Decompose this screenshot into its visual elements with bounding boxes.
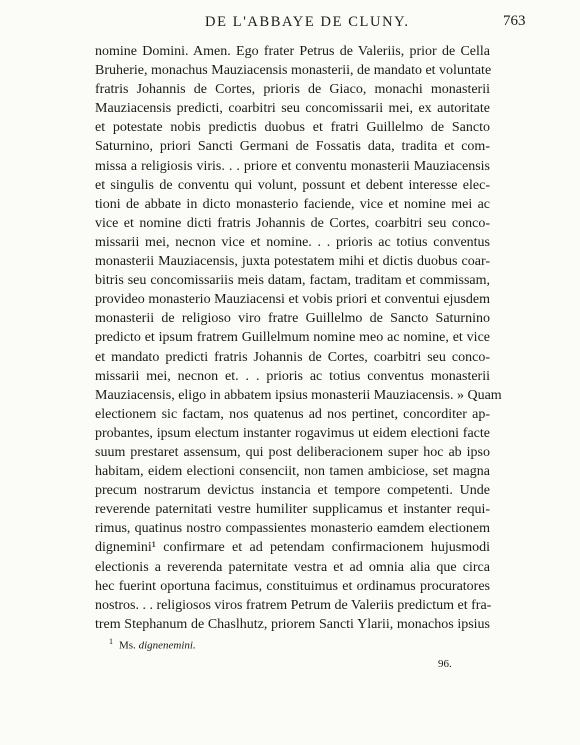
- footnote: [109, 637, 196, 652]
- text-line: missarii mei, necnon vice et nomine. . . prioris ac totius conventus: [95, 234, 490, 250]
- text-line: precum nostrarum devictus instancia et tempore competenti. Unde: [95, 483, 490, 499]
- text-line: nostros. . . religiosos viros fratrem Petrum de Valeriis predictum et fra-: [95, 597, 492, 613]
- text-line: monasterii de religioso viro fratre Guillelmo de Sancto Saturnino: [95, 311, 490, 327]
- text-line: dignemini¹ confirmare et ad petendam confirmacionem hujusmodi: [95, 540, 490, 556]
- text-line: Saturnino, priori Sancti Germani de Fossatis data, tradita et com-: [95, 139, 490, 155]
- text-line: nomine Domini. Amen. Ego frater Petrus de Valeriis, prior de Cella: [95, 44, 490, 59]
- text-line: reverende paternitati vestre humiliter supplicamus et instanter requi-: [95, 502, 490, 518]
- text-line: trem Stephanum de Chaslhutz, priorem Sancti Ylarii, monachos ipsius: [95, 616, 490, 632]
- text-line: habitam, eidem electioni consenciit, non tamen ambiciose, set magna: [95, 464, 490, 480]
- text-line: et potestate nobis predictis duobus et fratri Guillelmo de Sancto: [95, 120, 490, 136]
- text-line: missa a religiosis viris. . . priore et conventu monasterii Mauziacensis: [95, 158, 490, 174]
- text-line: electionis a reverenda paternitate vestra et ad omnia alia que circa: [95, 559, 490, 575]
- page-number: 763: [503, 13, 526, 29]
- text-line: bitris seu concomissariis meis datam, factam, traditam et commissam,: [95, 273, 490, 289]
- text-line: vice et nomine dicti fratris Johannis de Cortes, coarbitri seu conco-: [95, 215, 490, 231]
- text-line: missarii mei, necnon et. . . prioris ac totius conventus monasterii: [95, 368, 490, 384]
- text-line: et singulis de conventu qui volunt, possunt et debent interesse elec-: [95, 177, 490, 193]
- footnote-prefix: Ms.: [119, 639, 136, 652]
- text-line: hec fuerint oportuna facimus, constituimus et ordinamus procuratores: [95, 578, 490, 594]
- text-line: et mandato predicti fratris Johannis de Cortes, coarbitri seu conco-: [95, 349, 490, 365]
- signature-mark: 96.: [438, 658, 452, 670]
- text-line: Bruherie, monachus Mauziacensis monasterii, de mandato et voluntate: [95, 63, 492, 79]
- text-line: monasterii Mauziacensis, juxta potestatem mihi et dictis duobus coar-: [95, 254, 490, 270]
- text-line: predicto et ipsum fratrem Guillelmum nomine meo ac nomine, et vice: [95, 330, 490, 346]
- text-line: electionem sic factam, nos quatenus ad nos pertinet, concorditer ap-: [95, 406, 490, 422]
- text-line: provideo monasterio Mauziacensi et vobis priori et conventui ejusdem: [95, 292, 490, 308]
- text-line: rimus, quatinus nostro compassientes monasterio eamdem electionem: [95, 521, 490, 537]
- text-line: tioni de abbate in dicto monasterio faciende, vice et nomine mei ac: [95, 196, 490, 212]
- body-text: [95, 42, 502, 634]
- footnote-marker: 1: [109, 637, 113, 646]
- text-line: Mauziacensis, eligo in abbatem ipsius monasterii Mauziacensis. » Quam: [95, 387, 502, 403]
- text-line: probantes, ipsum electum instanter rogavimus ut eidem electioni facte: [95, 425, 490, 441]
- running-head: DE L'ABBAYE DE CLUNY.: [205, 14, 410, 30]
- footnote-word: dignenemini.: [138, 639, 196, 652]
- text-line: Mauziacensis predicti, coarbitri seu concomissarii mei, ex autoritate: [95, 101, 490, 117]
- text-line: fratris Johannis de Cortes, prioris de Giaco, monachi monasterii: [95, 82, 490, 98]
- text-line: suum prestaret assensum, qui post deliberacionem super hoc ab ipso: [95, 444, 490, 460]
